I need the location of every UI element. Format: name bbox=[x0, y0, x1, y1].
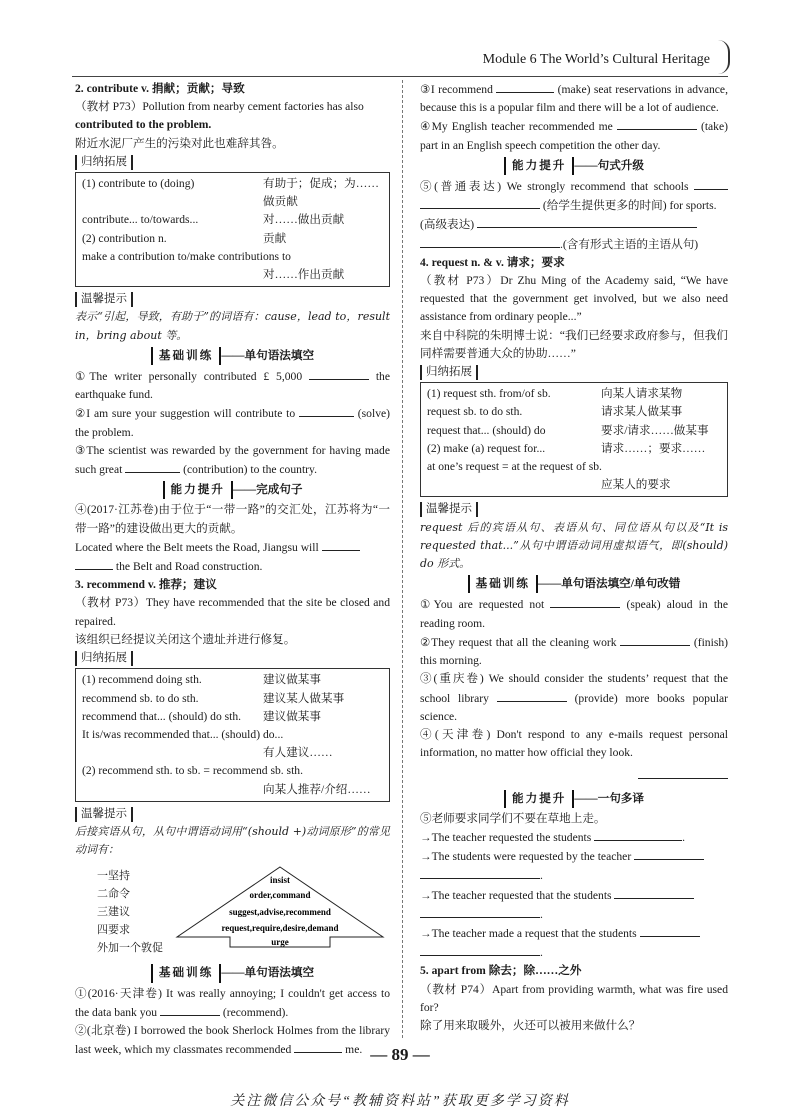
answer-blank[interactable] bbox=[496, 80, 554, 93]
answer-blank[interactable] bbox=[75, 557, 113, 570]
box-row: (1) recommend doing sth. bbox=[82, 673, 202, 687]
answer-blank[interactable] bbox=[477, 215, 697, 228]
s5-translation: 除了用来取暖外，火还可以被用来做什么？ bbox=[420, 1018, 641, 1032]
ability-title: 能力提升 ——句式升级 bbox=[420, 157, 728, 175]
pyramid-word: order,command bbox=[249, 890, 311, 901]
pyramid-word: request,require,desire,demand bbox=[221, 923, 339, 934]
box-row: contribute... to/towards... bbox=[82, 213, 199, 227]
s5-source: （教材 P74）Apart from providing warmth, what was fire used for? bbox=[420, 982, 728, 1014]
answer-blank[interactable] bbox=[125, 460, 180, 473]
ability-title: 能力提升 ——完成句子 bbox=[75, 481, 390, 499]
answer-blank[interactable] bbox=[620, 633, 690, 646]
s4-question-1: ①You are requested not (speak) aloud in the reading room. bbox=[420, 595, 728, 632]
pyramid-labels: 一坚持 二命令 三建议 四要求 外加一个敦促 bbox=[97, 870, 163, 955]
section-5-heading: 5. apart from 除去；除……之外 bbox=[420, 964, 582, 978]
page-number: — 89 — bbox=[370, 1045, 430, 1064]
s3-tip: 后接宾语从句，从句中谓语动词用“(should +)动词原形”的常见动词有： bbox=[75, 824, 390, 857]
box-row: at one’s request = at the request of sb. bbox=[427, 460, 602, 474]
s4-question-4: ④(天津卷) Don't respond to any e-mails request personal information, no matter how official they look. bbox=[420, 727, 728, 760]
answer-blank[interactable] bbox=[497, 689, 567, 702]
s4-source: （教材 P73）Dr Zhu Ming of the Academy said, “We have requested that the government get involved, but we also need assistance from ordinary people...” bbox=[420, 274, 728, 324]
box-row: 向某人推荐/介绍…… bbox=[263, 782, 371, 796]
box-row: (1) contribute to (doing) bbox=[82, 177, 195, 191]
box-row: request sb. to do sth. bbox=[427, 405, 523, 419]
basic-training-title: 基础训练 ——单句语法填空/单句改错 bbox=[420, 575, 728, 593]
s2-question-4-end: the Belt and Road construction. bbox=[115, 560, 263, 574]
box-row: request that... (should) do bbox=[427, 423, 546, 437]
s4-question-5: ⑤老师要求同学们不要在草地上走。 bbox=[420, 811, 606, 825]
answer-blank[interactable] bbox=[640, 924, 700, 937]
pyramid-word: urge bbox=[271, 937, 289, 948]
tip-tag: 温馨提示 bbox=[75, 292, 133, 307]
tip-tag: 温馨提示 bbox=[75, 807, 133, 822]
header-rule bbox=[72, 76, 728, 77]
section-3-heading: 3. recommend v. 推荐；建议 bbox=[75, 578, 217, 592]
box-row: It is/was recommended that... (should) do... bbox=[82, 727, 284, 741]
pyramid-word: suggest,advise,recommend bbox=[229, 907, 331, 918]
s3-question-5-advanced: (高级表达) bbox=[420, 215, 728, 234]
s3-question-2: ②(北京卷) I borrowed the book Sherlock Holmes from the library last week, which my classmates recommended me. bbox=[75, 1023, 391, 1057]
s4-translation-3: →The teacher requested that the students bbox=[420, 886, 728, 905]
answer-blank[interactable] bbox=[299, 404, 354, 417]
answer-blank[interactable] bbox=[420, 943, 540, 956]
s3-summary-box: (1) recommend doing sth. 建议做某事 recommend sb. to do sth. 建议某人做某事 recommend that... (should) do sth. 建议做某事 It is/was recommended that... (should) do... 有人建议…… (2) recommend sth. to sb. = recommend sb. sth. 向某人推荐/介绍…… bbox=[75, 668, 390, 801]
answer-blank[interactable] bbox=[420, 905, 540, 918]
s3-question-5: ⑤(普通表达) We strongly recommend that schools (给学生提供更多的时间) for sports. bbox=[420, 177, 728, 215]
s2-question-4: ④(2017·江苏卷)由于位于“一带一路”的交汇处，江苏将为“一带一路”的建设做出更大的贡献。 bbox=[75, 503, 390, 535]
s2-summary-box: (1) contribute to (doing) 有助于；促成；为……做贡献 contribute... to/towards... 对……做出贡献 (2) contribution n. 贡献 make a contribution to/make contributions to 对……作出贡献 bbox=[75, 172, 390, 287]
answer-blank[interactable] bbox=[638, 766, 728, 779]
summary-tag: 归纳拓展 bbox=[75, 651, 133, 666]
box-row: recommend that... (should) do sth. bbox=[82, 709, 242, 723]
answer-blank[interactable] bbox=[420, 235, 560, 248]
answer-blank[interactable] bbox=[634, 847, 704, 860]
answer-blank[interactable] bbox=[420, 196, 540, 209]
s4-tip: request 后的宾语从句、表语从句、同位语从句以及“It is requested that...”从句中谓语动词用虚拟语气，即(should) do 形式。 bbox=[420, 520, 728, 571]
s2-question-4-en: Located where the Belt meets the Road, Jiangsu will bbox=[75, 538, 390, 557]
s4-question-3: ③(重庆卷) We should consider the students’ request that the school library (provide) more books popular science. bbox=[420, 672, 728, 723]
answer-blank[interactable] bbox=[420, 866, 540, 879]
running-header: Module 6 The World’s Cultural Heritage bbox=[482, 52, 710, 67]
s4-question-2: ②They request that all the cleaning work (finish) this morning. bbox=[420, 633, 728, 670]
section-4-heading: 4. request n. & v. 请求；要求 bbox=[420, 255, 565, 269]
ability-title: 能力提升 ——一句多译 bbox=[420, 790, 728, 808]
box-row: (1) request sth. from/of sb. bbox=[427, 387, 551, 401]
box-row: recommend sb. to do sth. bbox=[82, 691, 199, 705]
s2-translation: 附近水泥厂产生的污染对此也难辞其咎。 bbox=[75, 136, 284, 150]
column-divider bbox=[402, 80, 403, 1038]
s2-question-3: ③The scientist was rewarded by the government for having made such great (contribution) to the country. bbox=[75, 443, 390, 477]
box-row: (2) contribution n. bbox=[82, 231, 167, 245]
answer-blank[interactable] bbox=[550, 595, 620, 608]
right-column: ③I recommend (make) seat reservations in advance, because this is a popular film and there will be a lot of audience. ④My English teacher recommended me (take) part in an English speech competition the other day. 能力提升 ——句式升级 ⑤(普通表达) We strongly recommend that schools (给学生提供更多的时间) for sports. (高级表达) .(含有形式主语的主语从句) 4. request n. & v. 请求；要求 （教材 P73）Dr Zhu Ming of the Academy said, “We have requested that the government get involved, but we also need assistance from ordinary people...” 来自中科院的朱明博士说：“我们已经要求政府参与，但我们同样需要普通大众的协助……” 归纳拓展 (1) request sth. from/of sb. 向某人请求某物 request sb. to do sth. 请求某人做某事 request that... (should) do 要求/请求……做某事 (2) make (a) request for... 请求……；要求…… at one’s request = at the request of sb. 应某人的要求 温馨提示 request 后的宾语从句、表语从句、同位语从句以及“It is requested that...”从句中谓语动词用虚拟语气，即(should) do 形式。 基础训练 ——单句语法填空/单句改错 ①You are requested not (speak) aloud in the reading room. ②They request that all the cleaning work (finish) this morning. ③(重庆卷) We should consider the students’ request that the school library (provide) more books popular science. ④(天津卷) Don't respond to any e-mails request personal information, no matter how official they look. 能力提升 ——一句多译 ⑤老师要求同学们不要在草地上走。 →The teacher requested the students . →The students were requested by the teacher . →The teacher requested that the students . →The teacher made a request that the students . 5. apart from 除去；除……之外 （教材 P74）Apart from providing warmth, what was fire used for? 除了用来取暖外，火还可以被用来做什么？ bbox=[420, 80, 728, 1035]
answer-blank[interactable] bbox=[322, 538, 360, 551]
s3-question-4: ④My English teacher recommended me (take) part in an English speech competition the other day. bbox=[420, 117, 728, 154]
box-row: make a contribution to/make contributions to bbox=[82, 249, 291, 263]
s3-translation: 该组织已经提议关闭这个遗址并进行修复。 bbox=[75, 632, 296, 646]
s2-question-1: ①The writer personally contributed £ 5,000 the earthquake fund. bbox=[75, 367, 390, 404]
s4-translation: 来自中科院的朱明博士说：“我们已经要求政府参与，但我们同样需要普通大众的协助……” bbox=[420, 328, 728, 360]
answer-blank[interactable] bbox=[309, 367, 369, 380]
left-column bbox=[75, 80, 390, 1059]
box-row: 应某人的要求 bbox=[601, 478, 671, 492]
basic-training-title: 基础训练 ——单句语法填空 bbox=[75, 347, 390, 365]
s4-summary-box: (1) request sth. from/of sb. 向某人请求某物 request sb. to do sth. 请求某人做某事 request that... (should) do 要求/请求……做某事 (2) make (a) request for... 请求……；要求…… at one’s request = at the request of sb. 应某人的要求 bbox=[420, 382, 728, 497]
s2-tip: 表示“引起，导致，有助于”的词语有：cause，lead to，result in，bring about 等。 bbox=[75, 310, 390, 342]
box-row: 对……作出贡献 bbox=[263, 268, 345, 282]
s4-translation-1: →The teacher requested the students . bbox=[420, 828, 728, 847]
answer-blank[interactable] bbox=[617, 117, 697, 130]
s3-source: （教材 P73）They have recommended that the site be closed and repaired. bbox=[75, 596, 390, 628]
footer-note: 关注微信公众号“教辅资料站”获取更多学习资料 bbox=[230, 1094, 570, 1109]
s3-question-5-note: .(含有形式主语的主语从句) bbox=[560, 237, 699, 251]
pyramid-shape bbox=[175, 865, 385, 957]
answer-blank[interactable] bbox=[160, 1003, 220, 1016]
s4-translation-4: →The teacher made a request that the students bbox=[420, 924, 728, 943]
section-2-heading: 2. contribute v. 捐献；贡献；导致 bbox=[75, 82, 245, 95]
answer-blank[interactable] bbox=[694, 177, 728, 190]
answer-blank[interactable] bbox=[614, 886, 694, 899]
box-row: 有人建议…… bbox=[263, 746, 333, 760]
summary-tag: 归纳拓展 bbox=[75, 155, 133, 170]
s3-question-3: ③I recommend (make) seat reservations in advance, because this is a popular film and there will be a lot of audience. bbox=[420, 80, 728, 117]
s2-source-line2: contributed to the problem. bbox=[75, 118, 212, 132]
verb-pyramid-diagram bbox=[75, 865, 390, 960]
box-row: (2) make (a) request for... bbox=[427, 441, 546, 455]
box-row: (2) recommend sth. to sb. = recommend sb. sth. bbox=[82, 764, 303, 778]
s4-translation-2: →The students were requested by the teacher bbox=[420, 847, 728, 866]
header-brace bbox=[718, 40, 730, 74]
s3-question-1: ①(2016·天津卷) It was really annoying; I couldn't get access to the data bank you (recommend). bbox=[75, 986, 391, 1019]
pyramid-word: insist bbox=[269, 875, 291, 886]
answer-blank[interactable] bbox=[594, 828, 682, 841]
s2-source-line1: （教材 P73）Pollution from nearby cement factories has also bbox=[75, 100, 364, 114]
basic-training-title: 基础训练 ——单句语法填空 bbox=[75, 964, 390, 982]
summary-tag: 归纳拓展 bbox=[420, 365, 478, 380]
s2-question-2: ②I am sure your suggestion will contribute to (solve) the problem. bbox=[75, 404, 390, 441]
tip-tag: 温馨提示 bbox=[420, 502, 478, 517]
